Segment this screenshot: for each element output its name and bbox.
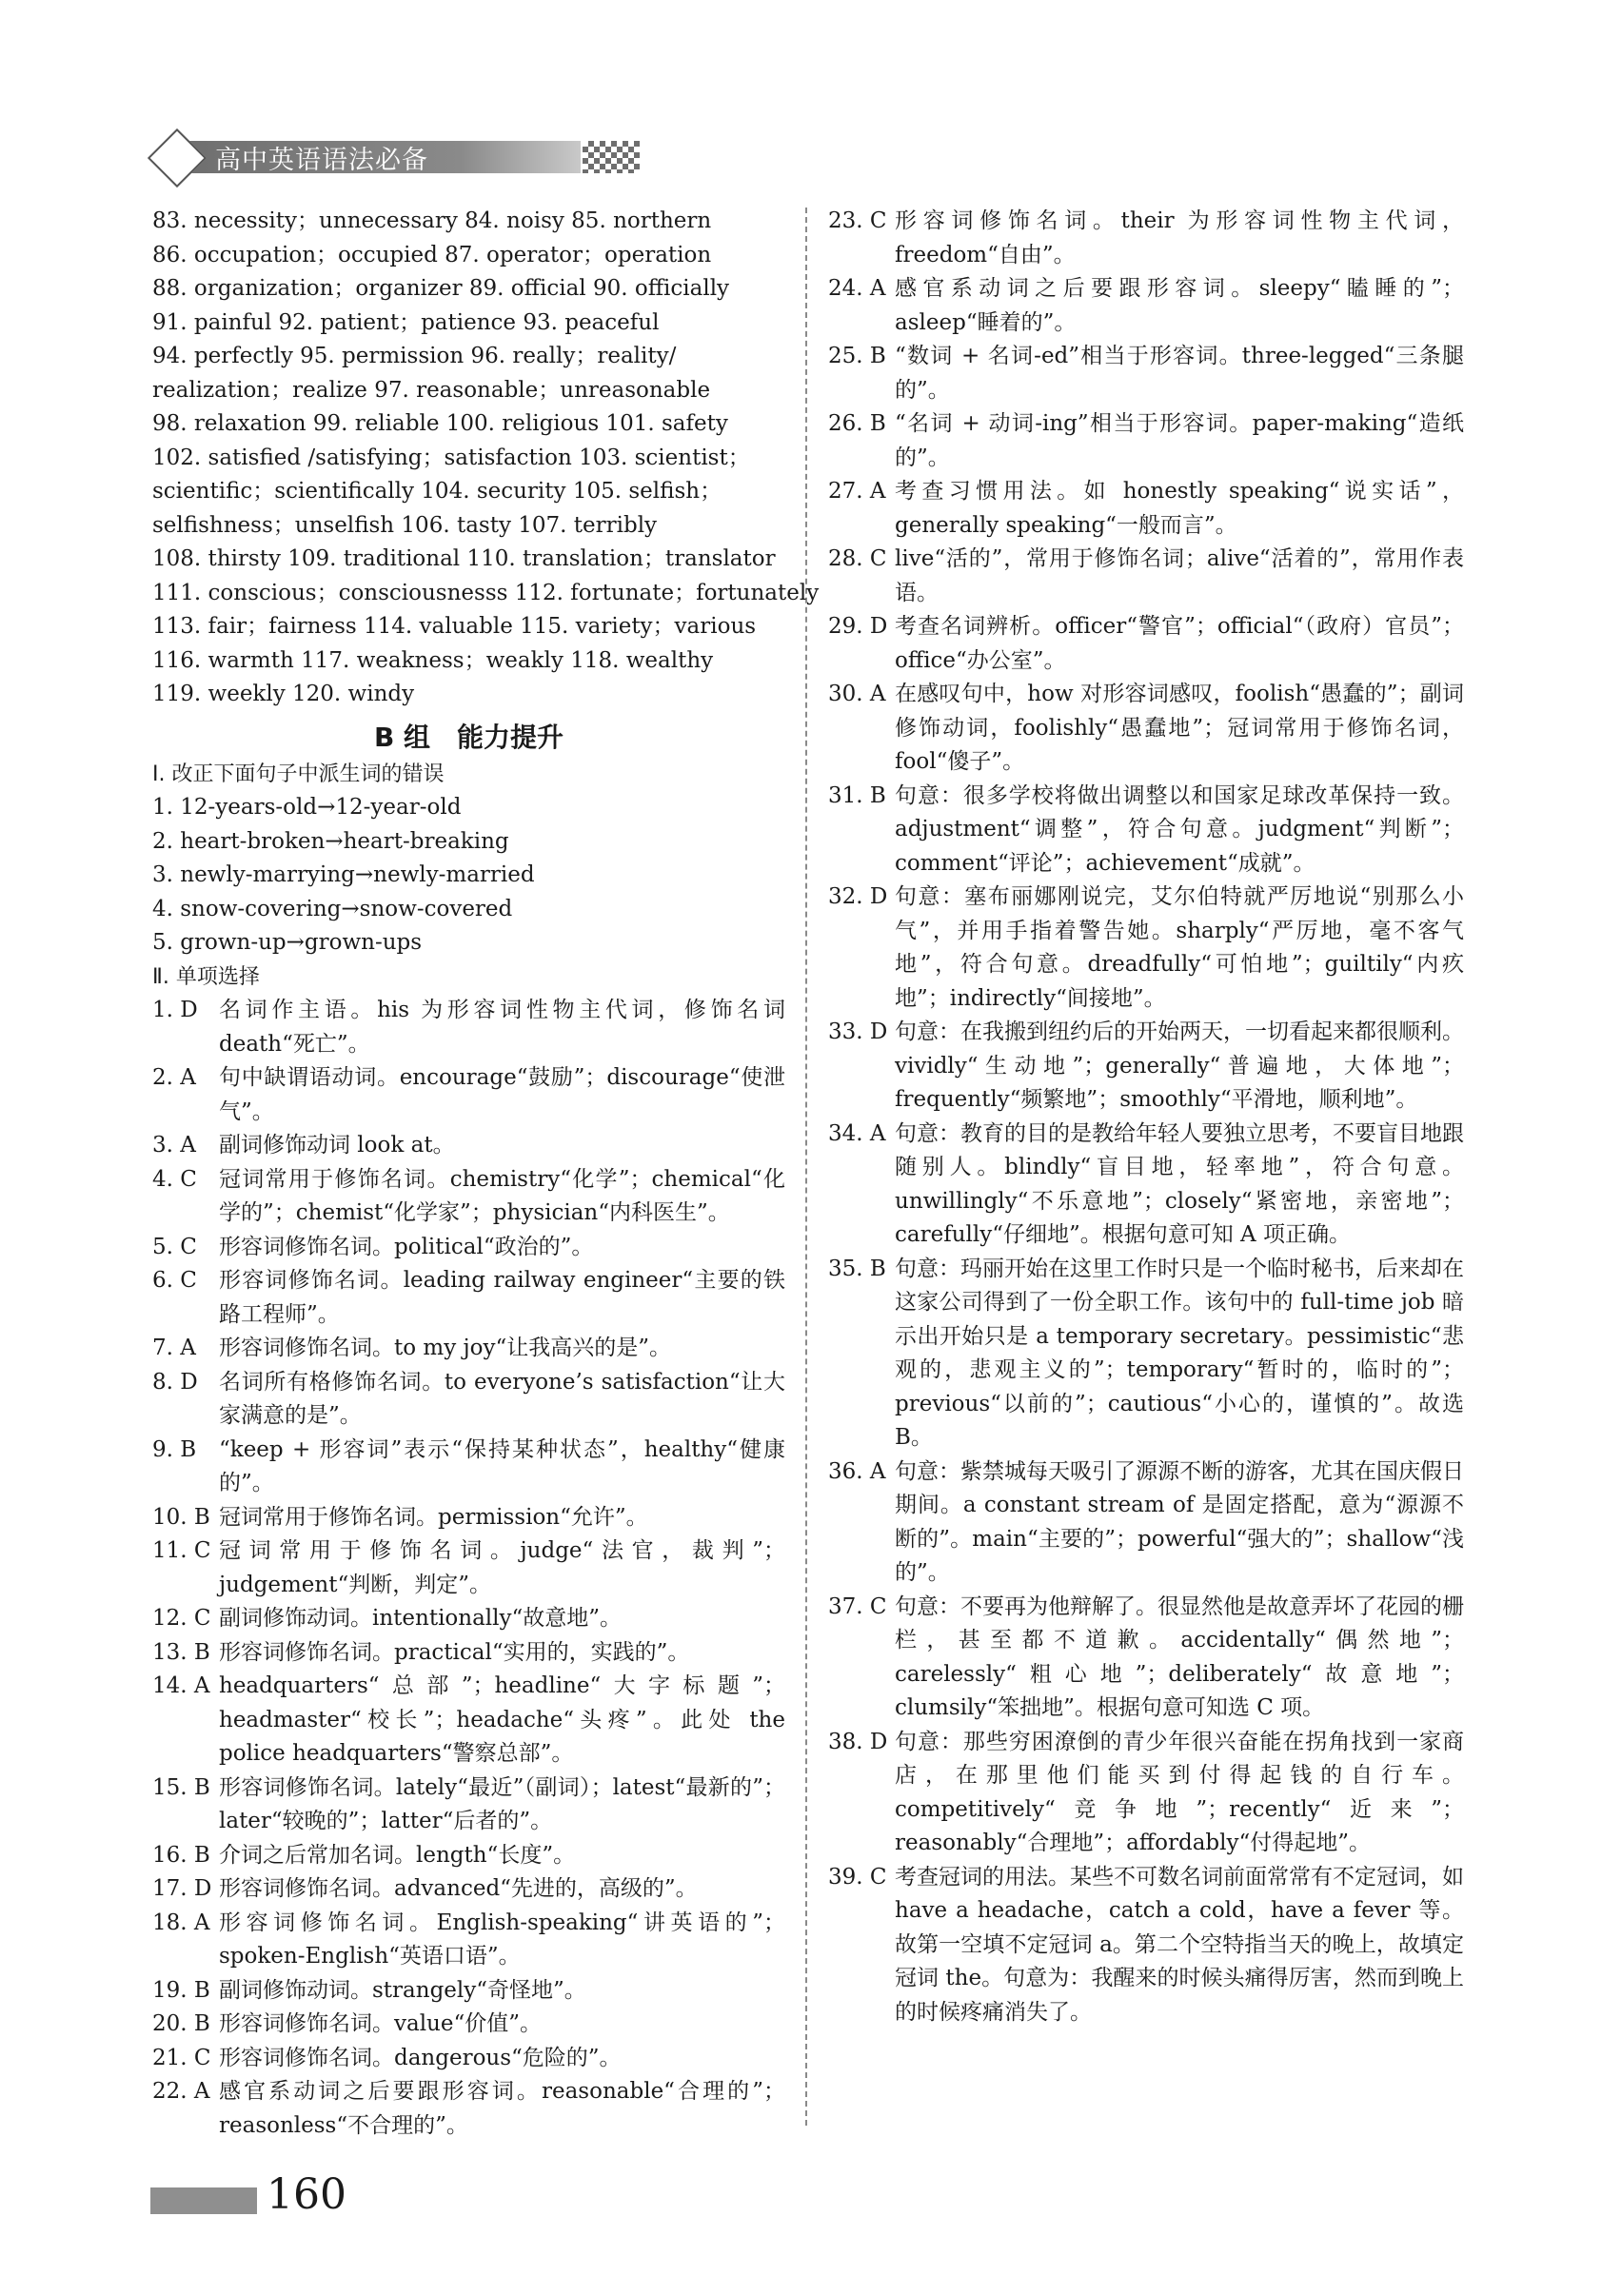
answer-number: 18. A bbox=[152, 1910, 210, 1935]
text-line: 1. 12-years-old→12-year-old bbox=[152, 795, 462, 820]
diamond-icon bbox=[148, 129, 207, 188]
answer-list bbox=[828, 205, 1464, 2029]
answer-item bbox=[152, 2042, 785, 2076]
answer-number: 20. B bbox=[152, 2011, 210, 2036]
answer-explanation: 介词之后常加名词。length“长度”。 bbox=[219, 1842, 576, 1868]
answer-number: 5. C bbox=[152, 1234, 197, 1259]
right-column bbox=[828, 205, 1464, 2029]
answer-number: 17. D bbox=[152, 1876, 212, 1901]
answer-item bbox=[828, 475, 1464, 543]
section-title: B 组 能力提升 bbox=[373, 721, 564, 753]
answer-number: 13. B bbox=[152, 1639, 210, 1665]
answer-item bbox=[152, 1366, 785, 1434]
answer-explanation: live“活的”，常用于修饰名词；alive“活着的”，常用作表语。 bbox=[895, 546, 1464, 605]
text-line: 3. newly-marrying→newly-married bbox=[152, 862, 535, 887]
text-line: 2. heart-broken→heart-breaking bbox=[152, 828, 509, 854]
answer-number: 14. A bbox=[152, 1673, 210, 1698]
answer-number: 3. A bbox=[152, 1133, 196, 1158]
answer-explanation: 考查冠词的用法。某些不可数名词前面常常有不定冠词，如 have a headache，catch a cold，have a fever 等。故第一空填不定冠词 a。第二个空特指当天的晚上，故填定冠词 the。句意为：我醒来的时候头痛得厉害，然而到晚上的时候疼痛消失了。 bbox=[895, 1864, 1464, 2025]
answer-item bbox=[828, 881, 1464, 1016]
answer-item bbox=[152, 1231, 785, 1265]
text-line: 83. necessity；unnecessary 84. noisy 85. northern bbox=[152, 208, 712, 233]
answer-explanation: 名词所有格修饰名词。to everyone’s satisfaction“让大家满意的是”。 bbox=[219, 1369, 785, 1428]
answer-explanation: 形容词修饰名词。their 为形容词性物主代词，freedom“自由”。 bbox=[895, 208, 1464, 267]
answer-item bbox=[152, 2008, 785, 2042]
part1-title: Ⅰ. 改正下面句子中派生词的错误 bbox=[152, 762, 445, 786]
answer-item bbox=[152, 1974, 785, 2009]
text-line: 5. grown-up→grown-ups bbox=[152, 930, 423, 955]
answer-item bbox=[828, 1455, 1464, 1591]
answer-number: 23. C bbox=[828, 208, 887, 233]
answer-item bbox=[828, 1726, 1464, 1861]
answer-number: 11. C bbox=[152, 1538, 211, 1563]
answer-item bbox=[152, 1434, 785, 1501]
answer-explanation: 句意：在我搬到纽约后的开始两天，一切看起来都很顺利。vividly“生动地”；generally“普遍地，大体地”；frequently“频繁地”；smoothly“平滑地，顺利地”。 bbox=[895, 1019, 1464, 1112]
text-line: 98. relaxation 99. reliable 100. religious 101. safety bbox=[152, 411, 728, 436]
answer-number: 33. D bbox=[828, 1019, 888, 1044]
text-line: 86. occupation；occupied 87. operator；operation bbox=[152, 242, 712, 267]
answer-item bbox=[152, 1839, 785, 1873]
answer-number: 16. B bbox=[152, 1842, 210, 1868]
answer-explanation: 冠词常用于修饰名词。judge“法官，裁判”；judgement“判断，判定”。 bbox=[219, 1538, 785, 1597]
answer-number: 22. A bbox=[152, 2079, 210, 2104]
answer-item bbox=[828, 780, 1464, 881]
text-line: 88. organization；organizer 89. official 90. officially bbox=[152, 276, 730, 301]
checker-pattern-icon bbox=[583, 141, 640, 173]
answer-explanation: 形容词修饰名词。advanced“先进的，高级的”。 bbox=[219, 1876, 698, 1901]
part2-title: Ⅱ. 单项选择 bbox=[152, 964, 260, 989]
text-line: 102. satisfied /satisfying；satisfaction 103. scientist； bbox=[152, 445, 750, 470]
answer-explanation: 名词作主语。his 为形容词性物主代词，修饰名词 death“死亡”。 bbox=[219, 998, 785, 1057]
answer-explanation: 形容词修饰名词。political“政治的”。 bbox=[219, 1234, 594, 1259]
answer-number: 31. B bbox=[828, 782, 886, 808]
answer-number: 2. A bbox=[152, 1065, 196, 1090]
answer-item bbox=[152, 1534, 785, 1602]
answer-item bbox=[828, 407, 1464, 475]
answer-item bbox=[152, 1264, 785, 1332]
text-line: 108. thirsty 109. traditional 110. translation；translator bbox=[152, 546, 776, 571]
answer-item bbox=[152, 1602, 785, 1636]
answer-item bbox=[828, 678, 1464, 780]
answer-explanation: 形容词修饰名词。to my joy“让我高兴的是”。 bbox=[219, 1336, 672, 1360]
answer-number: 4. C bbox=[152, 1166, 197, 1192]
answer-explanation: 形容词修饰名词。English-speaking“讲英语的”；spoken-English“英语口语”。 bbox=[219, 1910, 785, 1969]
answer-explanation: 冠词常用于修饰名词。permission“允许”。 bbox=[219, 1504, 648, 1530]
answer-item bbox=[828, 340, 1464, 407]
answer-number: 1. D bbox=[152, 998, 198, 1022]
answer-number: 37. C bbox=[828, 1593, 887, 1619]
text-line: scientific；scientifically 104. security 105. selfish； bbox=[152, 479, 722, 504]
answer-item bbox=[152, 2075, 785, 2143]
answer-item bbox=[152, 994, 785, 1061]
answer-number: 6. C bbox=[152, 1268, 197, 1293]
answer-explanation: 句中缺谓语动词。encourage“鼓励”；discourage“使泄气”。 bbox=[219, 1065, 785, 1124]
answer-explanation: 句意：那些穷困潦倒的青少年很兴奋能在拐角找到一家商店，在那里他们能买到付得起钱的自行车。competitively“竞争地”；recently“近来”；reasonably“合理地”；affordably“付得起地”。 bbox=[895, 1729, 1464, 1855]
vocab-list bbox=[152, 205, 820, 712]
answer-number: 32. D bbox=[828, 884, 888, 909]
answer-explanation: 句意：玛丽开始在这里工作时只是一个临时秘书，后来却在这家公司得到了一份全职工作。该句中的 full-time job 暗示出开始只是 a temporary secretary。pessimistic“悲观的，悲观主义的”；temporary“暂时的，临时的”；previous“以前的”；cautious“小心的，谨慎的”。故选 B。 bbox=[895, 1256, 1464, 1450]
answer-explanation: 形容词修饰名词。dangerous“危险的”。 bbox=[219, 2045, 622, 2070]
answer-explanation: 感官系动词之后要跟形容词。reasonable“合理的”；reasonless“不合理的”。 bbox=[219, 2079, 785, 2138]
part1-list bbox=[152, 791, 785, 960]
answer-item bbox=[152, 1332, 785, 1366]
answer-item bbox=[152, 1501, 785, 1535]
answer-number: 15. B bbox=[152, 1774, 210, 1800]
answer-explanation: 句意：塞布丽娜刚说完，艾尔伯特就严厉地说“别那么小气”，并用手指着警告她。sharply“严厉地，毫不客气地”，符合句意。dreadfully“可怕地”；guiltily“内疚地”；indirectly“间接地”。 bbox=[895, 884, 1464, 1011]
page-header bbox=[143, 131, 676, 185]
answer-explanation: “数词 + 名词-ed”相当于形容词。three-legged“三条腿的”。 bbox=[895, 344, 1464, 403]
answer-item bbox=[828, 1016, 1464, 1118]
answer-explanation: 形容词修饰名词。practical“实用的，实践的”。 bbox=[219, 1639, 690, 1665]
text-line: 111. conscious；consciousnesss 112. fortunate；fortunately bbox=[152, 580, 820, 605]
answer-item bbox=[152, 1670, 785, 1771]
answer-number: 10. B bbox=[152, 1504, 210, 1530]
answer-number: 39. C bbox=[828, 1864, 887, 1890]
text-line: realization；realize 97. reasonable；unreasonable bbox=[152, 377, 711, 403]
answer-item bbox=[828, 1591, 1464, 1726]
answer-explanation: 句意：教育的目的是教给年轻人要独立思考，不要盲目地跟随别人。blindly“盲目地，轻率地”，符合句意。unwillingly“不乐意地”；closely“紧密地，亲密地”；carefully“仔细地”。根据句意可知 A 项正确。 bbox=[895, 1120, 1464, 1247]
answer-item bbox=[828, 1118, 1464, 1253]
answer-explanation: 形容词修饰名词。value“价值”。 bbox=[219, 2011, 543, 2036]
answer-explanation: 考查名词辨析。officer“警官”；official“（政府）官员”；office“办公室”。 bbox=[895, 614, 1464, 673]
answer-number: 8. D bbox=[152, 1369, 198, 1395]
answer-explanation: 感官系动词之后要跟形容词。sleepy“瞌睡的”；asleep“睡着的”。 bbox=[895, 276, 1464, 335]
answer-explanation: 形容词修饰名词。lately“最近”（副词）；latest“最新的”；later“较晚的”；latter“后者的”。 bbox=[219, 1774, 785, 1833]
text-line: selfishness；unselfish 106. tasty 107. terribly bbox=[152, 512, 658, 538]
answer-item bbox=[828, 1861, 1464, 2030]
text-line: 113. fair；fairness 114. valuable 115. variety；various bbox=[152, 614, 757, 639]
answer-explanation: “名词 + 动词-ing”相当于形容词。paper-making“造纸的”。 bbox=[895, 411, 1464, 470]
answer-item bbox=[828, 272, 1464, 340]
answer-item bbox=[152, 1129, 785, 1163]
answer-number: 19. B bbox=[152, 1977, 210, 2003]
answer-explanation: “keep + 形容词”表示“保持某种状态”，healthy“健康的”。 bbox=[219, 1436, 785, 1495]
answer-explanation: 考查习惯用法。如 honestly speaking“说实话”，generally speaking“一般而言”。 bbox=[895, 479, 1464, 538]
answer-number: 34. A bbox=[828, 1120, 886, 1146]
answer-number: 38. D bbox=[828, 1729, 888, 1754]
book-title: 高中英语语法必备 bbox=[215, 146, 428, 175]
left-column bbox=[152, 205, 820, 2143]
answer-item bbox=[152, 1163, 785, 1231]
answer-number: 28. C bbox=[828, 546, 887, 571]
answer-explanation: 副词修饰动词。intentionally“故意地”。 bbox=[219, 1606, 623, 1631]
answer-item bbox=[152, 1061, 785, 1129]
answer-number: 24. A bbox=[828, 276, 886, 301]
answer-number: 36. A bbox=[828, 1458, 886, 1484]
answer-explanation: 句意：不要再为他辩解了。很显然他是故意弄坏了花园的栅栏，甚至都不道歉。accidentally“偶然地”；carelessly“粗心地”；deliberately“故意地”；clumsily“笨拙地”。根据句意可知选 C 项。 bbox=[895, 1593, 1464, 1720]
answer-explanation: 在感叹句中，how 对形容词感叹，foolish“愚蠢的”；副词修饰动词，foolishly“愚蠢地”；冠词常用于修饰名词，fool“傻子”。 bbox=[895, 682, 1464, 774]
answer-number: 27. A bbox=[828, 479, 886, 504]
answer-number: 9. B bbox=[152, 1436, 197, 1462]
text-line: 4. snow-covering→snow-covered bbox=[152, 896, 513, 921]
answer-explanation: 副词修饰动词 look at。 bbox=[219, 1133, 455, 1158]
answer-explanation: 句意：紫禁城每天吸引了源源不断的游客，尤其在国庆假日期间。a constant stream of 是固定搭配，意为“源源不断的”。main“主要的”；powerful“强大的”；shallow“浅的”。 bbox=[895, 1458, 1464, 1585]
text-line: 119. weekly 120. windy bbox=[152, 682, 415, 706]
answer-item bbox=[152, 1771, 785, 1839]
text-line: 91. painful 92. patient；patience 93. peaceful bbox=[152, 309, 660, 335]
answer-item bbox=[152, 1907, 785, 1974]
answer-item bbox=[828, 1253, 1464, 1455]
answer-item bbox=[152, 1636, 785, 1671]
answer-number: 7. A bbox=[152, 1336, 196, 1360]
answer-item bbox=[828, 543, 1464, 610]
text-line: 94. perfectly 95. permission 96. really；reality/ bbox=[152, 344, 677, 368]
answer-item bbox=[152, 1872, 785, 1907]
answer-explanation: 冠词常用于修饰名词。chemistry“化学”；chemical“化学的”；chemist“化学家”；physician“内科医生”。 bbox=[219, 1166, 785, 1225]
page-footer bbox=[150, 2170, 531, 2227]
footer-bar bbox=[150, 2187, 257, 2214]
answer-number: 21. C bbox=[152, 2045, 211, 2070]
text-line: 116. warmth 117. weakness；weakly 118. wealthy bbox=[152, 647, 714, 673]
answer-number: 12. C bbox=[152, 1606, 211, 1631]
page-number: 160 bbox=[267, 2170, 346, 2219]
answer-number: 26. B bbox=[828, 411, 886, 436]
answer-list bbox=[152, 994, 785, 2143]
answer-explanation: 副词修饰动词。strangely“奇怪地”。 bbox=[219, 1977, 586, 2003]
answer-number: 29. D bbox=[828, 614, 888, 639]
answer-item bbox=[828, 610, 1464, 678]
answer-explanation: 形容词修饰名词。leading railway engineer“主要的铁路工程师”。 bbox=[219, 1268, 785, 1327]
answer-number: 35. B bbox=[828, 1256, 886, 1281]
answer-number: 25. B bbox=[828, 344, 886, 368]
answer-explanation: headquarters“总部”；headline“大字标题”；headmaster“校长”；headache“头疼”。此处 the police headquarters“警察总部”。 bbox=[219, 1673, 785, 1766]
answer-number: 30. A bbox=[828, 682, 886, 706]
answer-explanation: 句意：很多学校将做出调整以和国家足球改革保持一致。adjustment“调整”，符合句意。judgment“判断”；comment“评论”；achievement“成就”。 bbox=[895, 782, 1464, 876]
answer-item bbox=[828, 205, 1464, 272]
column-divider bbox=[805, 208, 807, 2126]
